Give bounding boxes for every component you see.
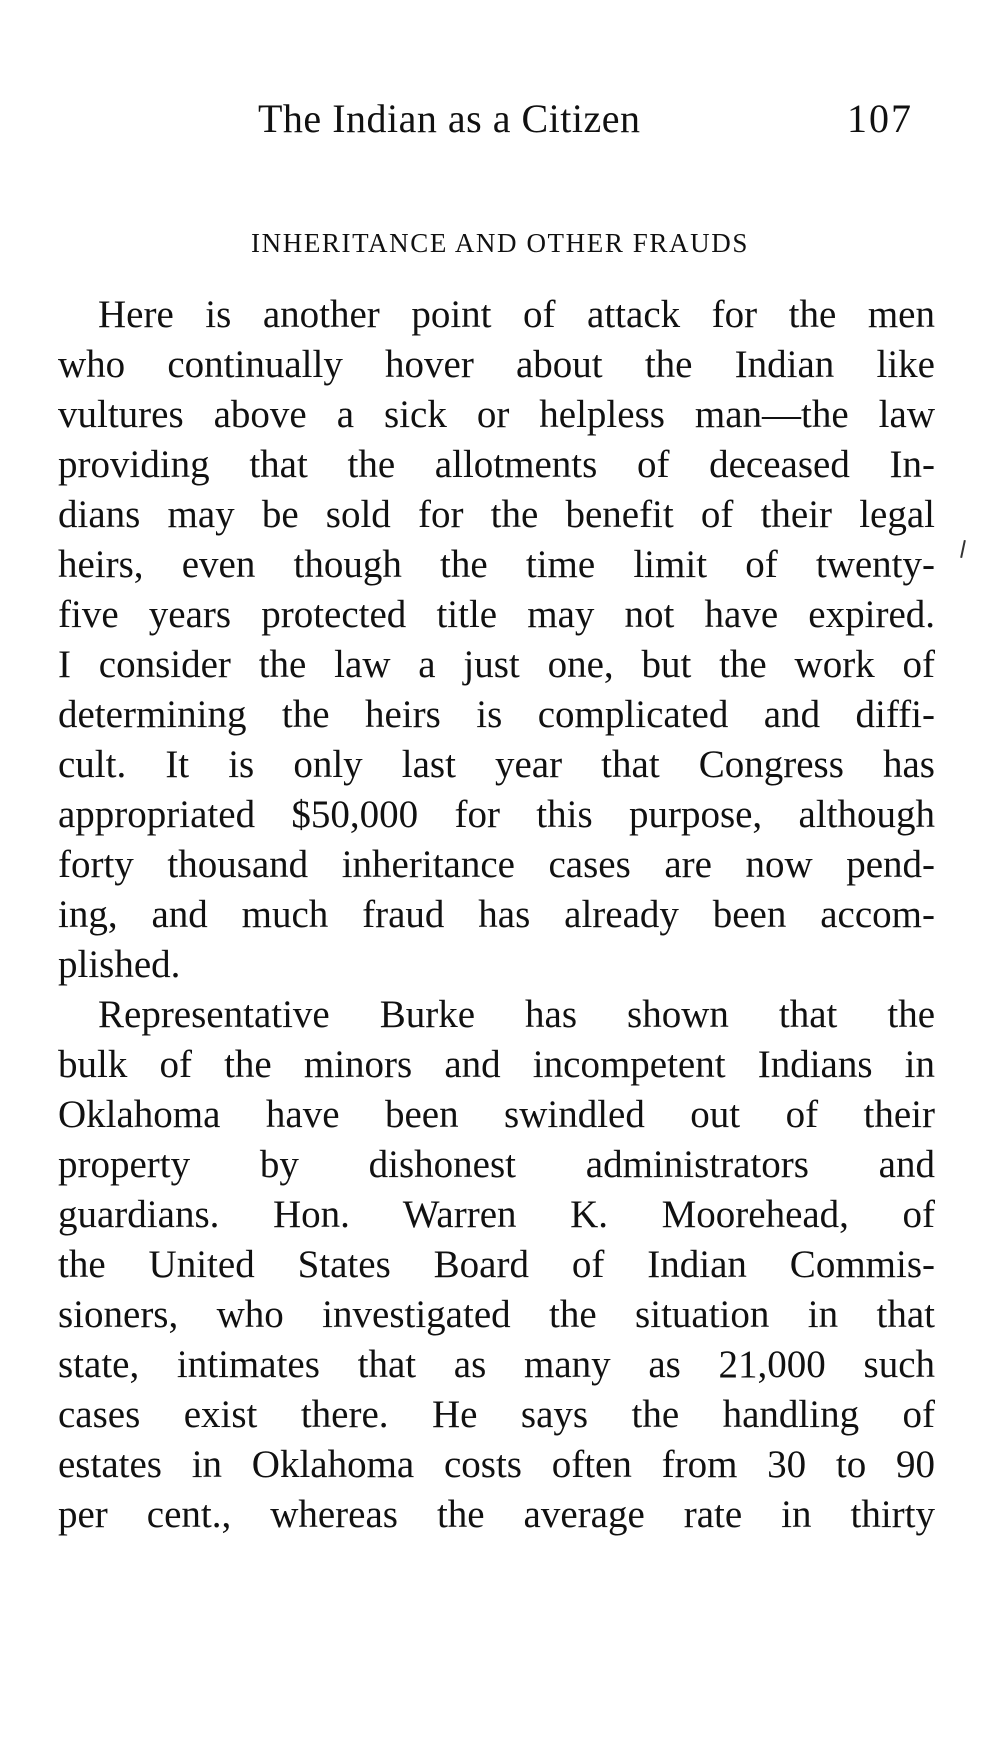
text-line: appropriated $50,000 for this purpose, although [58,793,935,836]
page-number: 107 [847,96,913,141]
text-line: Here is another point of attack for the men [98,293,935,336]
text-line: forty thousand inheritance cases are now pend- [58,843,935,886]
paragraph [58,990,935,1540]
text-line: per cent., whereas the average rate in thirty [58,1493,935,1536]
section-heading: INHERITANCE AND OTHER FRAUDS [251,228,749,258]
text-line: dians may be sold for the benefit of their legal [58,493,935,536]
text-line: sioners, who investigated the situation in that [58,1293,935,1336]
text-line: Representative Burke has shown that the [98,993,935,1036]
text-line: determining the heirs is complicated and diffi- [58,693,935,736]
text-line: property by dishonest administrators and [58,1143,935,1186]
stray-ink-mark [960,540,966,558]
text-line: estates in Oklahoma costs often from 30 to 90 [58,1443,935,1486]
text-line: I consider the law a just one, but the work of [58,643,935,686]
running-title: The Indian as a Citizen [258,96,641,141]
text-line: cult. It is only last year that Congress has [58,743,935,786]
text-line: who continually hover about the Indian like [58,343,935,386]
text-line: state, intimates that as many as 21,000 such [58,1343,935,1386]
text-line: providing that the allotments of deceased In- [58,443,935,486]
text-line: Oklahoma have been swindled out of their [58,1093,935,1136]
text-line: ing, and much fraud has already been accom- [58,893,935,936]
text-line: five years protected title may not have expired. [58,593,935,636]
text-line: guardians. Hon. Warren K. Moorehead, of [58,1193,935,1236]
text-line: heirs, even though the time limit of twenty- [58,543,935,586]
text-line: plished. [58,943,181,986]
paragraph [58,290,935,990]
text-line: cases exist there. He says the handling of [58,1393,935,1436]
body-text [58,290,935,1540]
text-line: bulk of the minors and incompetent Indians in [58,1043,935,1086]
text-line: vultures above a sick or helpless man—the law [58,393,935,436]
running-head [0,95,1000,155]
text-line: the United States Board of Indian Commis- [58,1243,935,1286]
